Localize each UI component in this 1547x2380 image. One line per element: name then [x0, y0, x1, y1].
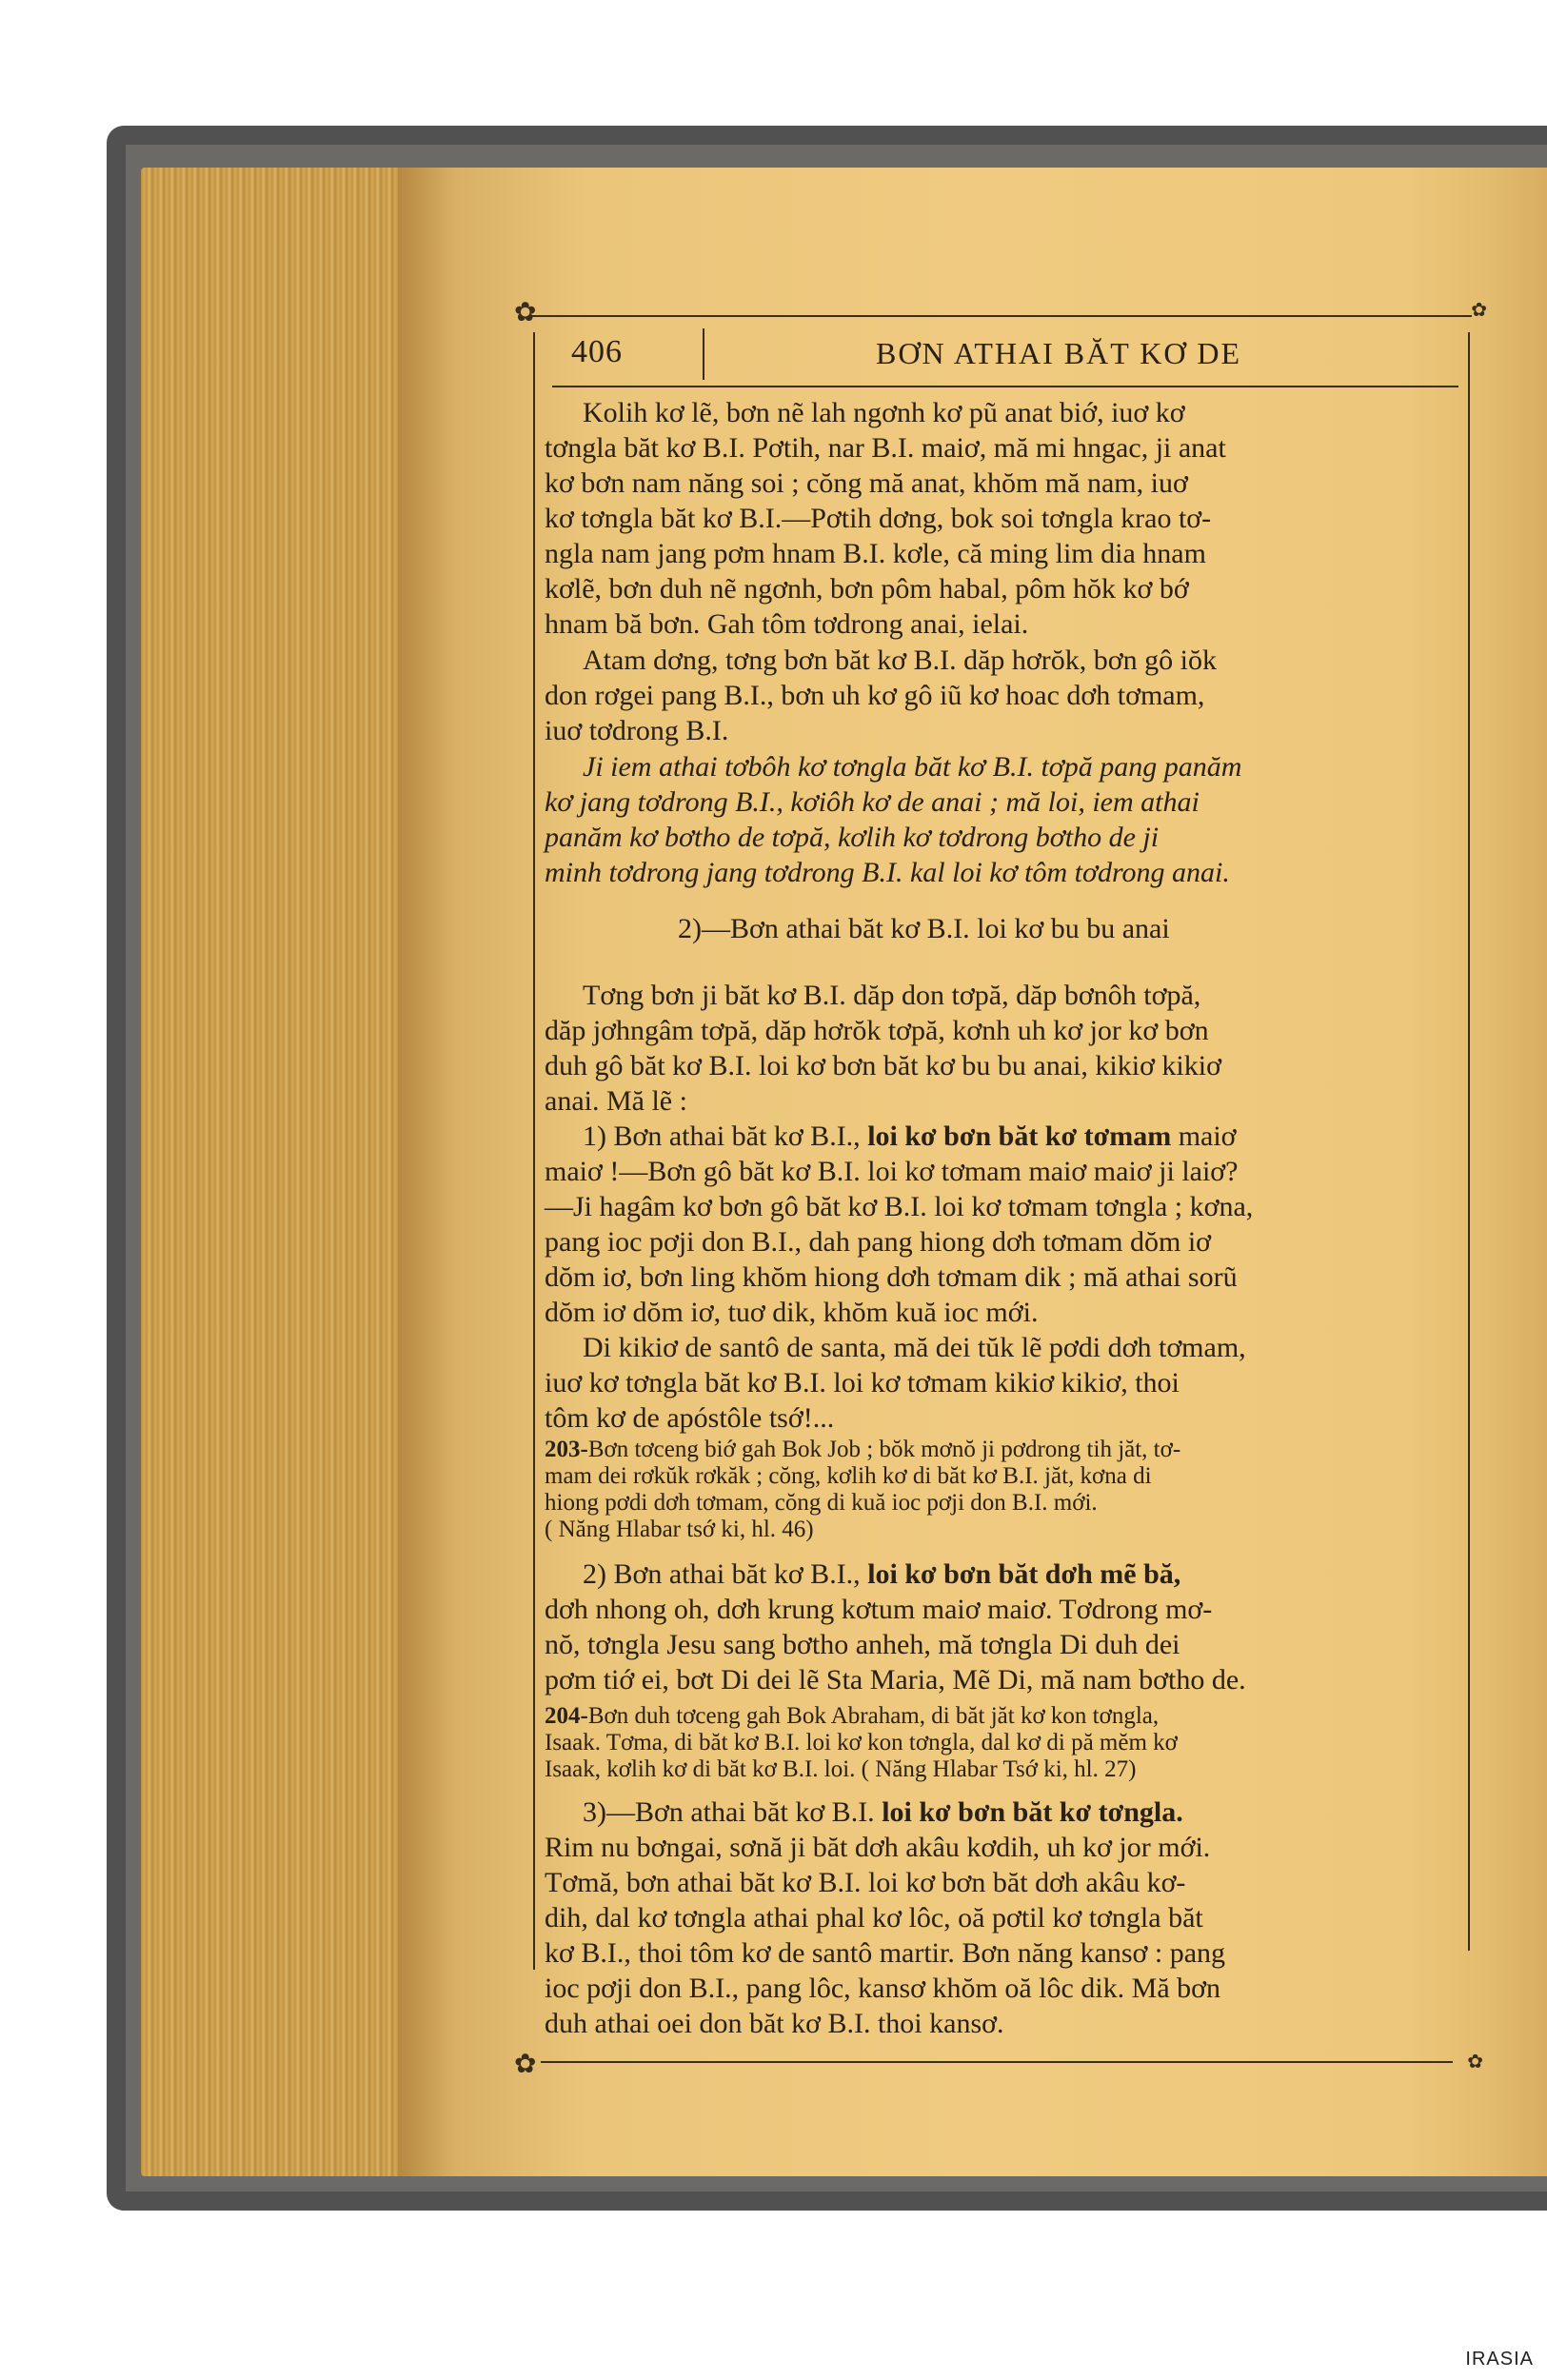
running-title: BƠN ATHAI BĂT KƠ DE — [876, 336, 1242, 370]
footnote-number: 204- — [545, 1703, 588, 1729]
text-line: anai. Mă lẽ : — [545, 1085, 687, 1117]
text-line: hiong pơdi dơh tơmam, cŏng di kuă ioc pơji don B.I. mới. — [545, 1490, 1098, 1516]
section-heading: 2)—Bơn athai băt kơ B.I. loi kơ bu bu anai — [678, 913, 1170, 944]
watermark-text: IRASIA — [1465, 2349, 1534, 2370]
text-line: kơlẽ, bơn duh nẽ ngơnh, bơn pôm habal, pôm hŏk kơ bớ — [545, 573, 1189, 605]
text-line: Atam dơng, tơng bơn băt kơ B.I. dăp hơrŏk, bơn gô iŏk — [583, 645, 1217, 676]
footnote-text: Bơn duh tơceng gah Bok Abraham, di băt jăt kơ kon tơngla, — [587, 1703, 1160, 1729]
text-line — [545, 1795, 1458, 1830]
left-margin-line — [533, 332, 535, 1970]
footnote-text: Bơn tơceng biớ gah Bok Job ; bŏk mơnŏ ji pơdrong tih jăt, tơ- — [587, 1437, 1181, 1462]
flower-ornament-icon: ✿ — [1471, 300, 1487, 321]
text-line: dơh nhong oh, dơh krung kơtum maiơ maiơ. Tơdrong mơ- — [545, 1594, 1213, 1625]
text-line: kơ tơngla băt kơ B.I.—Pơtih dơng, bok soi tơngla krao tơ- — [545, 503, 1212, 534]
item-1 — [545, 1119, 1458, 1436]
text-line — [545, 1703, 1458, 1730]
bottom-rule — [541, 2061, 1453, 2063]
text-line: Rim nu bơngai, sơnă ji băt dơh akâu kơdih, uh kơ jor mới. — [545, 1832, 1211, 1863]
item-lead: 2) Bơn athai băt kơ B.I., — [583, 1558, 868, 1590]
text-line — [545, 1557, 1458, 1592]
item-3 — [545, 1795, 1458, 2041]
flower-ornament-icon: ✿ — [1467, 2052, 1483, 2073]
text-line: ngla nam jang pơm hnam B.I. kơle, că ming lim dia hnam — [545, 538, 1206, 569]
text-line: maiơ !—Bơn gô băt kơ B.I. loi kơ tơmam maiơ maiơ ji laiơ? — [545, 1156, 1239, 1187]
text-line — [545, 1119, 1458, 1154]
paragraph-2 — [545, 643, 1458, 748]
item-bold: loi kơ bơn băt dơh mẽ bă, — [867, 1558, 1181, 1590]
text-line: kơ B.I., thoi tôm kơ de santô martir. Bơn năng kansơ : pang — [545, 1937, 1226, 1969]
text-line: minh tơdrong jang tơdrong B.I. kal loi kơ tôm tơdrong anai. — [545, 857, 1230, 888]
text-line: don rơgei pang B.I., bơn uh kơ gô iũ kơ hoac dơh tơmam, — [545, 680, 1205, 711]
text-line: dŏm iơ, bơn ling khŏm hiong dơh tơmam dik ; mă athai sorũ — [545, 1261, 1238, 1293]
text-line: duh athai oei don băt kơ B.I. thoi kansơ. — [545, 2008, 1004, 2039]
text-line: Isaak. Tơma, di băt kơ B.I. loi kơ kon tơngla, dal kơ di pă mĕm kơ — [545, 1730, 1178, 1755]
item-lead: 3)—Bơn athai băt kơ B.I. — [583, 1796, 883, 1828]
top-rule — [529, 315, 1472, 317]
page-stack-edges — [141, 168, 417, 2176]
flower-ornament-icon: ✿ — [514, 298, 537, 327]
item-bold: loi kơ bơn băt kơ tơngla. — [882, 1796, 1183, 1828]
text-line: duh gô băt kơ B.I. loi kơ bơn băt kơ bu bu anai, kikiơ kikiơ — [545, 1050, 1221, 1081]
italic-paragraph — [545, 749, 1458, 890]
text-line: Tơmă, bơn athai băt kơ B.I. loi kơ bơn băt dơh akâu kơ- — [545, 1867, 1186, 1898]
text-line: Isaak, kơlih kơ di băt kơ B.I. loi. ( Năng Hlabar Tsớ ki, hl. 27) — [545, 1756, 1137, 1782]
footnote-204 — [545, 1703, 1458, 1783]
text-line: Ji iem athai tơbôh kơ tơngla băt kơ B.I. tơpă pang panăm — [583, 751, 1242, 783]
text-line: iuơ tơdrong B.I. — [545, 715, 729, 746]
text-line: dŏm iơ dŏm iơ, tuơ dik, khŏm kuă ioc mới. — [545, 1297, 1039, 1328]
text-line: panăm kơ bơtho de tơpă, kơlih kơ tơdrong bơtho de ji — [545, 822, 1160, 853]
page-number: 406 — [571, 334, 623, 369]
text-line: kơ jang tơdrong B.I., kơiôh kơ de anai ; mă loi, iem athai — [545, 786, 1200, 818]
header-separator — [703, 328, 704, 380]
item-2 — [545, 1557, 1458, 1697]
item-tail: maiơ — [1171, 1121, 1237, 1152]
text-line: dih, dal kơ tơngla athai phal kơ lôc, oă pơtil kơ tơngla băt — [545, 1902, 1203, 1934]
text-line: kơ bơn nam năng soi ; cŏng mă anat, khŏm mă nam, iuơ — [545, 467, 1188, 499]
text-line: nŏ, tơngla Jesu sang bơtho anheh, mă tơngla Di duh dei — [545, 1629, 1180, 1660]
text-line: Tơng bơn ji băt kơ B.I. dăp don tơpă, dăp bơnôh tơpă, — [583, 980, 1201, 1011]
item-lead: 1) Bơn athai băt kơ B.I., — [583, 1121, 868, 1152]
text-line: tơngla băt kơ B.I. Pơtih, nar B.I. maiơ, mă mi hngac, ji anat — [545, 432, 1226, 464]
paragraph-3 — [545, 978, 1458, 1119]
text-line: pang ioc pơji don B.I., dah pang hiong dơh tơmam dŏm iơ — [545, 1226, 1212, 1258]
text-line: Kolih kơ lẽ, bơn nẽ lah ngơnh kơ pũ anat biớ, iuơ kơ — [583, 397, 1185, 428]
text-line: pơm tiớ ei, bơt Di dei lẽ Sta Maria, Mẽ Di, mă nam bơtho de. — [545, 1664, 1246, 1696]
text-line: iuơ kơ tơngla băt kơ B.I. loi kơ tơmam kikiơ kikiơ, thoi — [545, 1367, 1180, 1398]
footnote-number: 203- — [545, 1437, 588, 1462]
text-line: tôm kơ de apóstôle tsớ!... — [545, 1402, 835, 1434]
text-line — [545, 1437, 1458, 1463]
header-rule — [552, 386, 1458, 387]
right-margin-line — [1468, 332, 1470, 1951]
running-header — [552, 328, 1458, 380]
text-line: ( Năng Hlabar tsớ ki, hl. 46) — [545, 1517, 814, 1542]
item-bold: loi kơ bơn băt kơ tơmam — [867, 1121, 1172, 1152]
text-line: dăp jơhngâm tơpă, dăp hơrŏk tơpă, kơnh uh kơ jor kơ bơn — [545, 1015, 1209, 1046]
flower-ornament-icon: ✿ — [514, 2050, 537, 2079]
text-line: Di kikiơ de santô de santa, mă dei tŭk lẽ pơdi dơh tơmam, — [583, 1332, 1246, 1363]
text-line: mam dei rơkŭk rơkăk ; cŏng, kơlih kơ di băt kơ B.I. jăt, kơna di — [545, 1463, 1152, 1489]
text-line: —Ji hagâm kơ bơn gô băt kơ B.I. loi kơ tơmam tơngla ; kơna, — [545, 1191, 1254, 1222]
paragraph-1 — [545, 395, 1458, 642]
text-line: hnam bă bơn. Gah tôm tơdrong anai, ielai. — [545, 608, 1029, 640]
footnote-203 — [545, 1437, 1458, 1543]
book-page — [514, 290, 1487, 2090]
text-line: ioc pơji don B.I., pang lôc, kansơ khŏm oă lôc dik. Mă bơn — [545, 1973, 1220, 2004]
